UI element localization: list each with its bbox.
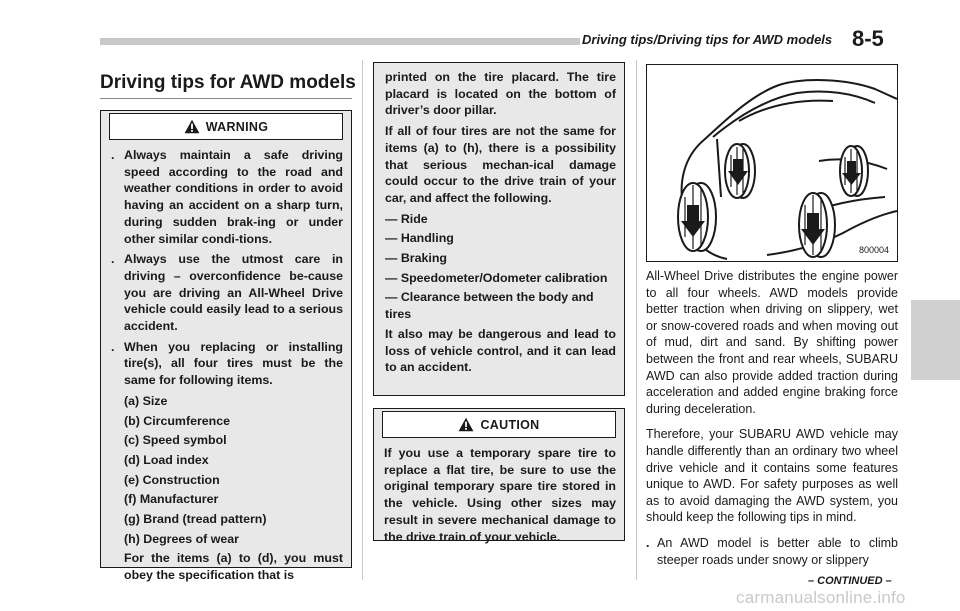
mismatch-text: If all of four tires are not the same for items (a) to (h), there is a possibility that serious mechan-ical damage could occur to the drive train of your car, and affect the following. (385, 124, 616, 205)
body-bullet (646, 535, 898, 568)
wheel-rear-left (725, 144, 755, 198)
warning-body (111, 147, 343, 584)
figure-code: 800004 (858, 245, 889, 255)
tire-item: (h) Degrees of wear (124, 531, 239, 546)
running-header: Driving tips/Driving tips for AWD models (582, 32, 833, 47)
effect-item: — Speedometer/Odometer calibration (385, 270, 608, 285)
section-title: Driving tips for AWD models (100, 72, 356, 93)
warning-bullet (111, 147, 343, 247)
warning-header (109, 113, 343, 140)
caution-body (384, 445, 616, 545)
body-paragraph: Therefore, your SUBARU AWD vehicle may handle differently than an ordinary two wheel drive vehicle and it contains some features unique to AWD. For safety purposes as well as to avoid damaging the AWD system, you should keep the following tips in mind. (646, 427, 898, 525)
effect-item: — Clearance between the body and tires (385, 290, 594, 322)
warning-bullet (111, 251, 343, 335)
caution-box (373, 408, 625, 544)
tire-item: (g) Brand (tread pattern) (124, 512, 267, 527)
tire-item: (f) Manufacturer (124, 492, 219, 507)
page-number: 8-5 (852, 26, 884, 51)
tire-item: (c) Speed symbol (124, 433, 227, 448)
tire-item: (d) Load index (124, 452, 209, 467)
warning-box (100, 110, 352, 583)
column-divider-2 (636, 60, 637, 580)
warning-bullet-text: When you replacing or installing tire(s), all four tires must be the same for following items. (124, 339, 343, 388)
wheel-front-right (799, 193, 835, 257)
body-paragraph: All-Wheel Drive distributes the engine power to all four wheels. AWD models provide better traction when driving on slippery, wet or snow-covered roads and when moving out of mud, dirt and sand. By shifting power between the front and rear wheels, SUBARU AWD can also provide added traction during acceleration and added engine braking force during deceleration. (646, 269, 898, 416)
bullet-mark: . (646, 535, 650, 550)
warning-continued-box (373, 62, 625, 396)
awd-illustration (646, 64, 898, 262)
body-text (646, 268, 898, 577)
bullet-mark: . (111, 252, 115, 267)
tire-item: (a) Size (124, 393, 168, 408)
bullet-mark: . (111, 148, 115, 162)
title-underline (100, 98, 352, 99)
effect-item: — Ride (385, 211, 428, 226)
warning-triangle-icon (184, 119, 200, 134)
tire-item: (e) Construction (124, 472, 220, 487)
caution-text: If you use a temporary spare tire to replace a flat tire, be sure to use the original temporary spare tire stored in the vehicle. Using other sizes may result in severe mechanical damage to the drive train of your vehicle. (384, 446, 616, 544)
chapter-tab (911, 300, 960, 380)
caution-header (382, 411, 616, 438)
closing-text: It also may be dangerous and lead to loss of vehicle control, and it can lead to an accident. (385, 326, 616, 375)
bullet-mark: . (111, 339, 115, 354)
caution-label: CAUTION (480, 417, 540, 432)
column-divider-1 (362, 60, 363, 580)
header-rule (100, 38, 580, 45)
effect-item: — Braking (385, 251, 447, 266)
spec-text-end: printed on the tire placard. The tire placard is located on the bottom of driver’s door pillar. (385, 70, 616, 118)
body-bullet-text: An AWD model is better able to climb steeper roads under snowy or slippery (657, 535, 898, 567)
spec-text-start: For the items (a) to (d), you must obey the specification that is (124, 551, 343, 583)
tire-item-list (111, 393, 343, 584)
wheel-front-left (678, 183, 716, 251)
tire-item: (b) Circumference (124, 413, 231, 428)
caution-triangle-icon (458, 417, 474, 432)
warning-bullet-text: Always maintain a safe driving speed according to the road and weather conditions in order to avoid having an accident on a sharp turn, during sudden brak-ing or under other similar condi-tions. (124, 148, 343, 246)
warning-bullet (111, 339, 343, 389)
wheel-rear-right (840, 146, 868, 196)
warning-label: WARNING (205, 119, 269, 134)
warning-bullet-text: Always use the utmost care in driving – overconfidence be-cause you are driving an All-Wheel Drive vehicle could easily lead to a serious accident. (124, 252, 343, 334)
warning-continued-body (385, 69, 616, 376)
effect-item: — Handling (385, 231, 454, 246)
watermark: carmanualsonline.info (736, 588, 906, 607)
awd-car-drawing (647, 65, 897, 261)
continued-label: – CONTINUED – (808, 575, 892, 587)
